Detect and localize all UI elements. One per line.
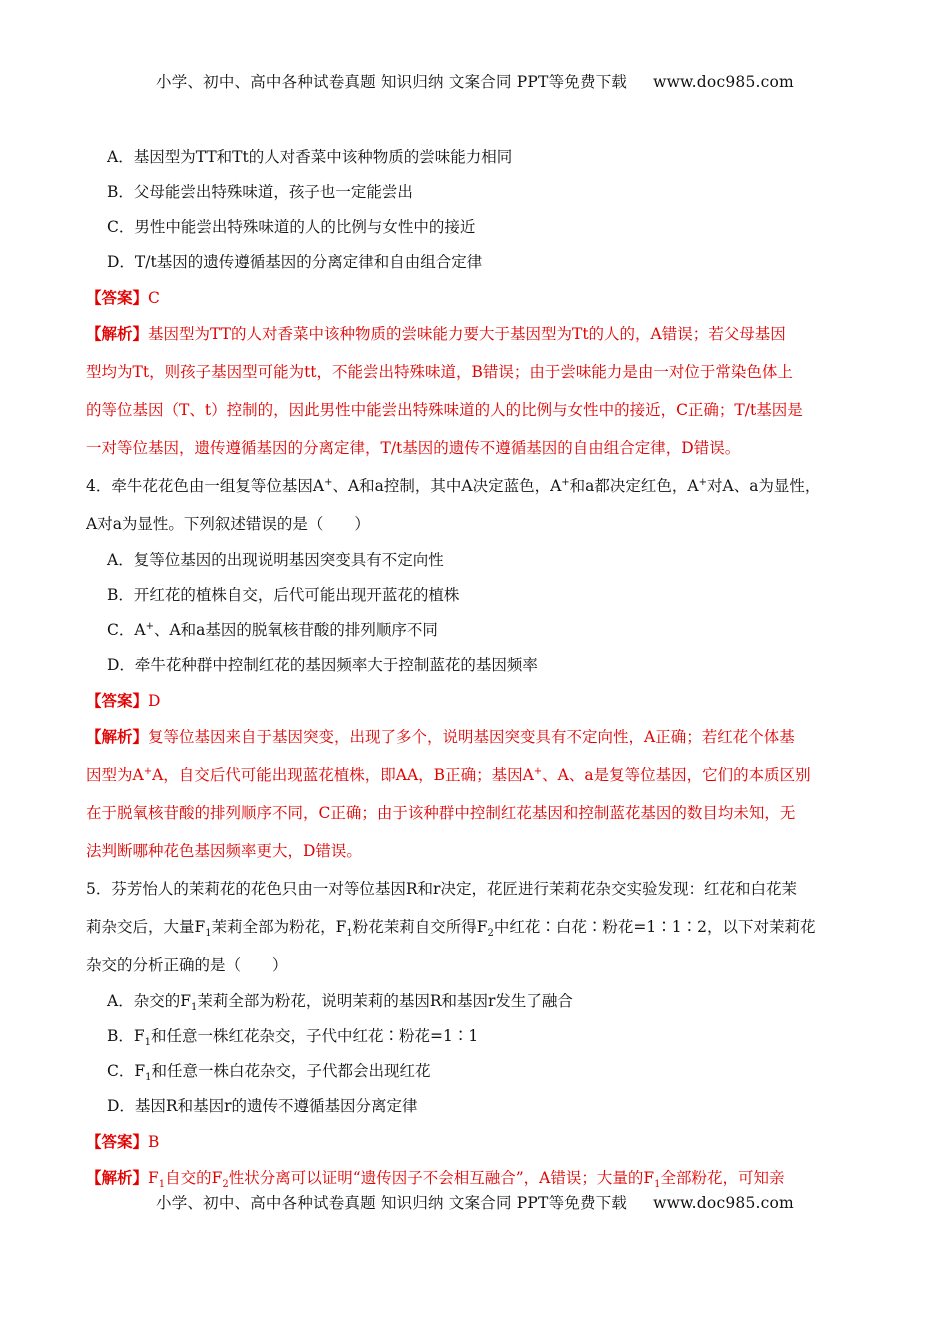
stem-text: 中红花∶白花∶粉花=1∶1∶2，以下对茉莉花 <box>493 918 816 936</box>
analysis-text: 、A、a是复等位基因，它们的本质区别 <box>542 766 811 784</box>
superscript: + <box>145 620 154 632</box>
subscript: 2 <box>487 928 494 940</box>
q5-option-a <box>86 984 868 1019</box>
stem-text: 粉花茉莉自交所得F <box>352 918 488 936</box>
q5-option-c <box>86 1054 868 1089</box>
analysis-line: 在于脱氧核苷酸的排列顺序不同，C正确；由于该种群中控制红花基因和控制蓝花基因的数目均未知，无 <box>86 804 796 822</box>
q4-analysis <box>86 718 868 870</box>
analysis-line: 型均为Tt，则孩子基因型可能为tt，不能尝出特殊味道，B错误；由于尝味能力是由一对位于常染色体上 <box>86 363 793 381</box>
superscript: + <box>143 765 153 777</box>
subscript: 1 <box>346 928 353 940</box>
q5-stem <box>86 870 868 984</box>
option-text: 和任意一株红花杂交，子代中红花∶粉花=1∶1 <box>151 1027 479 1045</box>
superscript: + <box>533 765 543 777</box>
analysis-line: 法判断哪种花色基因频率更大，D错误。 <box>86 842 362 860</box>
option-text: A．杂交的F <box>107 992 191 1010</box>
q3-option-b: B．父母能尝出特殊味道，孩子也一定能尝出 <box>107 183 413 201</box>
superscript: + <box>698 476 707 488</box>
subscript: 2 <box>222 1179 229 1191</box>
analysis-text: 性状分离可以证明“遗传因子不会相互融合”，A错误；大量的F <box>228 1169 655 1187</box>
q5-answer <box>86 1124 868 1159</box>
analysis-tag: 【解析】 <box>86 727 149 746</box>
analysis-line: 复等位基因来自于基因突变，出现了多个，说明基因突变具有不定向性，A正确；若红花个体基 <box>148 728 795 746</box>
stem-text: 对A、a为显性， <box>707 477 821 495</box>
subscript: 1 <box>205 928 212 940</box>
q3-answer <box>86 280 868 315</box>
analysis-tag: 【解析】 <box>86 324 149 343</box>
stem-text: 莉杂交后，大量F <box>86 918 206 936</box>
footer-site[interactable]: www.doc985.com <box>653 1194 794 1212</box>
subscript: 1 <box>145 1072 152 1084</box>
answer-value: D <box>148 692 161 710</box>
footer-text: 小学、初中、高中各种试卷真题 知识归纳 文案合同 PPT等免费下载 <box>156 1194 628 1212</box>
page-footer <box>0 1191 950 1213</box>
document-body <box>86 140 868 1197</box>
option-text: 和任意一株白花杂交，子代都会出现红花 <box>151 1062 431 1080</box>
q4-option-c <box>86 613 868 648</box>
stem-text: 和a都决定红色，A <box>569 477 699 495</box>
option-text: C．A <box>107 621 146 639</box>
q3-option-d: D．T/t基因的遗传遵循基因的分离定律和自由组合定律 <box>107 253 483 271</box>
q3-option-a: A．基因型为TT和Tt的人对香菜中该种物质的尝味能力相同 <box>107 148 513 166</box>
subscript: 1 <box>144 1037 152 1049</box>
q5-option-b <box>86 1019 868 1054</box>
q3-option-c: C．男性中能尝出特殊味道的人的比例与女性中的接近 <box>107 218 476 236</box>
option-text: C．F <box>107 1062 146 1080</box>
q4-options <box>86 543 868 683</box>
option-text: 、A和a基因的脱氧核苷酸的排列顺序不同 <box>153 621 438 639</box>
answer-tag: 【答案】 <box>86 691 149 710</box>
answer-value: B <box>148 1133 160 1151</box>
q3-options <box>86 140 868 280</box>
q3-analysis <box>86 315 868 467</box>
option-text: 茉莉全部为粉花，说明茉莉的基因R和基因r发生了融合 <box>197 992 573 1010</box>
page-header <box>0 70 950 92</box>
stem-text: 4．牵牛花花色由一组复等位基因A <box>86 477 325 495</box>
q5-option-d: D．基因R和基因r的遗传不遵循基因分离定律 <box>107 1097 418 1115</box>
subscript: 1 <box>190 1002 198 1014</box>
q4-option-a: A．复等位基因的出现说明基因突变具有不定向性 <box>107 551 444 569</box>
subscript: 1 <box>654 1179 661 1191</box>
answer-tag: 【答案】 <box>86 288 149 307</box>
analysis-text: 全部粉花，可知亲 <box>660 1169 785 1187</box>
analysis-text: 因型为A <box>86 766 144 784</box>
superscript: + <box>324 476 333 488</box>
header-text: 小学、初中、高中各种试卷真题 知识归纳 文案合同 PPT等免费下载 <box>156 73 628 91</box>
q4-option-b: B．开红花的植株自交，后代可能出现开蓝花的植株 <box>107 586 460 604</box>
option-text: B．F <box>107 1027 145 1045</box>
analysis-text: A，自交后代可能出现蓝花植株，即AA，B正确；基因A <box>152 766 534 784</box>
q5-options <box>86 984 868 1124</box>
subscript: 1 <box>158 1179 166 1191</box>
stem-text: A对a为显性。下列叙述错误的是（ ） <box>86 515 370 533</box>
analysis-line: 基因型为TT的人对香菜中该种物质的尝味能力要大于基因型为Tt的人的，A错误；若父母基因 <box>148 325 786 343</box>
analysis-line: 的等位基因（T、t）控制的，因此男性中能尝出特殊味道的人的比例与女性中的接近，C正确；T/t基因是 <box>86 401 803 419</box>
analysis-tag: 【解析】 <box>86 1168 149 1187</box>
header-site[interactable]: www.doc985.com <box>653 73 794 91</box>
stem-text: 茉莉全部为粉花，F <box>211 918 347 936</box>
q4-answer <box>86 683 868 718</box>
analysis-text: F <box>148 1169 159 1187</box>
answer-value: C <box>148 289 160 307</box>
stem-text: 5．芬芳怡人的茉莉花的花色只由一对等位基因R和r决定，花匠进行茉莉花杂交实验发现：红花和白花茉 <box>86 880 797 898</box>
superscript: + <box>561 476 570 488</box>
stem-text: 、A和a控制，其中A决定蓝色，A <box>332 477 562 495</box>
answer-tag: 【答案】 <box>86 1132 149 1151</box>
analysis-text: 自交的F <box>165 1169 223 1187</box>
analysis-line: 一对等位基因，遗传遵循基因的分离定律，T/t基因的遗传不遵循基因的自由组合定律，D错误。 <box>86 439 741 457</box>
q4-option-d: D．牵牛花种群中控制红花的基因频率大于控制蓝花的基因频率 <box>107 656 538 674</box>
q4-stem <box>86 467 868 543</box>
stem-text: 杂交的分析正确的是（ ） <box>86 956 288 974</box>
